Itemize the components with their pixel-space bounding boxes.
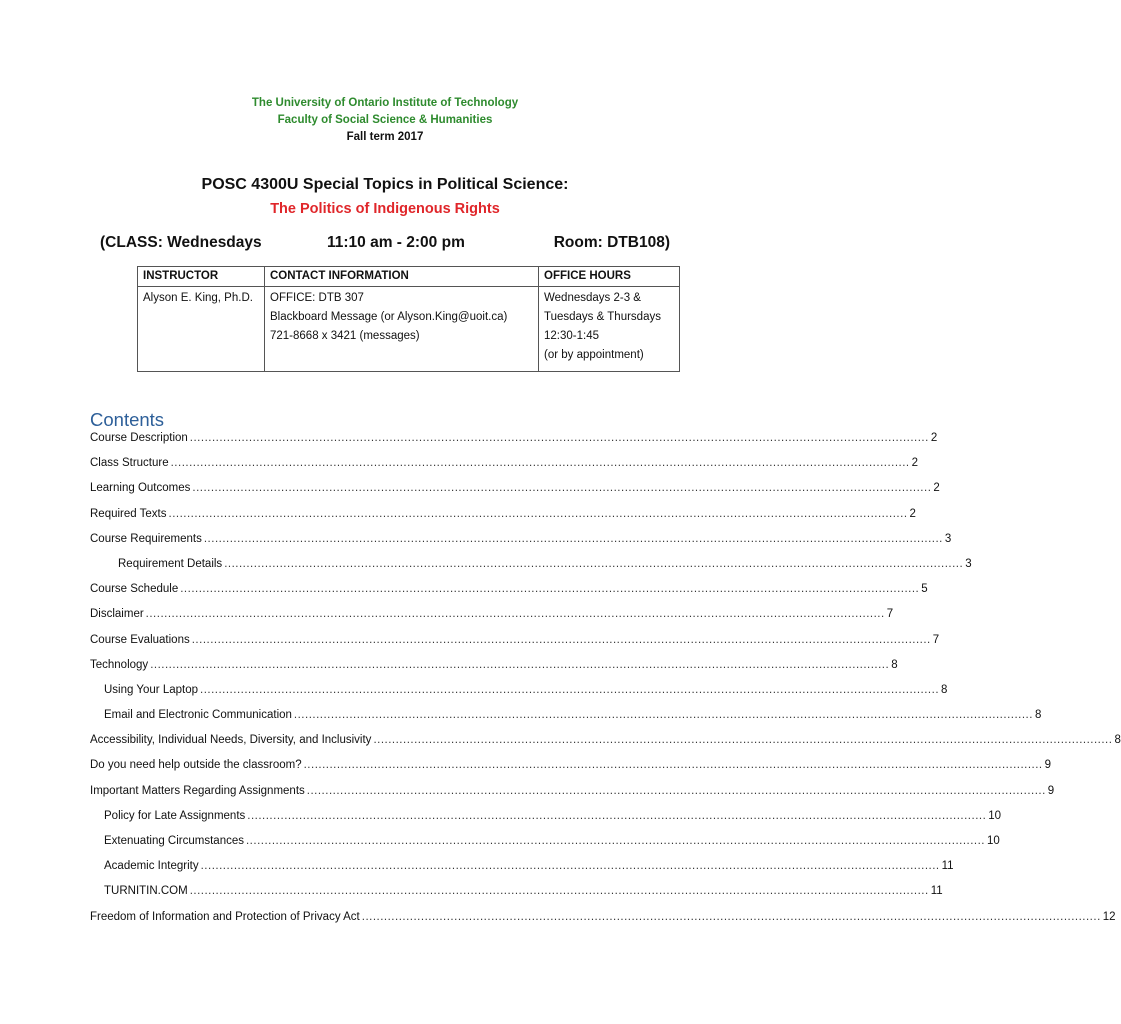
toc-entry[interactable] xyxy=(90,835,1000,860)
toc-entry-page[interactable]: 2 xyxy=(930,432,938,444)
toc-dot-leader: ........................................................................................................................................................................................................ xyxy=(150,658,890,671)
contact-column-header: CONTACT INFORMATION xyxy=(265,267,539,287)
toc-entry-page[interactable]: 9 xyxy=(1047,784,1055,797)
office-hours-cell xyxy=(539,287,680,372)
toc-dot-leader: ........................................................................................................................................................................................................ xyxy=(170,457,910,470)
toc-entry-label[interactable]: Class Structure xyxy=(90,457,169,470)
toc-entry-label[interactable]: Important Matters Regarding Assignments xyxy=(90,784,305,797)
toc-entry-label[interactable]: TURNITIN.COM xyxy=(104,885,188,898)
toc-dot-leader: ........................................................................................................................................................................................................ xyxy=(192,482,932,495)
class-schedule-row xyxy=(100,234,670,256)
instructor-column-header: INSTRUCTOR xyxy=(138,267,265,287)
toc-entry-page[interactable]: 2 xyxy=(911,457,919,470)
toc-entry-label[interactable]: Policy for Late Assignments xyxy=(104,809,246,822)
toc-entry[interactable] xyxy=(90,432,938,457)
toc-dot-leader: ........................................................................................................................................................................................................ xyxy=(203,532,943,545)
contact-phone: 721-8668 x 3421 (messages) xyxy=(270,330,420,342)
class-day: (CLASS: Wednesdays xyxy=(100,234,262,251)
instructor-info-table xyxy=(137,266,680,372)
toc-entry-page[interactable]: 11 xyxy=(941,860,954,873)
class-time: 11:10 am - 2:00 pm xyxy=(327,234,465,251)
toc-entry[interactable] xyxy=(90,910,1116,936)
office-hours-column-header: OFFICE HOURS xyxy=(539,267,680,287)
office-hours-line: Wednesdays 2-3 & xyxy=(544,292,641,304)
toc-entry-label[interactable]: Disclaimer xyxy=(90,608,144,621)
contact-cell xyxy=(265,287,539,372)
toc-entry-label[interactable]: Academic Integrity xyxy=(104,860,199,873)
toc-dot-leader: ........................................................................................................................................................................................................ xyxy=(191,633,931,646)
toc-entry-page[interactable]: 8 xyxy=(941,683,948,696)
toc-entry-label[interactable]: Email and Electronic Communication xyxy=(104,709,292,722)
office-hours-line: Tuesdays & Thursdays xyxy=(544,311,661,323)
toc-entry-page[interactable]: 10 xyxy=(987,835,1000,847)
course-subtitle: The Politics of Indigenous Rights xyxy=(270,201,500,217)
toc-entry-label[interactable]: Course Evaluations xyxy=(90,633,190,646)
toc-dot-leader: ........................................................................................................................................................................................................ xyxy=(200,860,940,873)
toc-entry[interactable] xyxy=(90,482,940,507)
toc-entry[interactable] xyxy=(90,557,972,583)
toc-dot-leader: ........................................................................................................................................................................................................ xyxy=(180,583,920,596)
toc-dot-leader: ........................................................................................................................................................................................................ xyxy=(200,683,940,696)
toc-entry-page[interactable]: 10 xyxy=(988,809,1002,822)
toc-entry-page[interactable]: 12 xyxy=(1102,910,1116,923)
info-table-row xyxy=(138,287,680,372)
toc-entry[interactable] xyxy=(90,583,928,608)
toc-entry[interactable] xyxy=(90,860,954,885)
toc-entry[interactable] xyxy=(90,809,1002,835)
info-table-header-row xyxy=(138,267,680,287)
toc-dot-leader: ........................................................................................................................................................................................................ xyxy=(224,557,964,570)
toc-entry-label[interactable]: Course Schedule xyxy=(90,583,179,596)
table-of-contents xyxy=(90,432,1121,936)
toc-entry-label[interactable]: Technology xyxy=(90,658,149,671)
toc-entry[interactable] xyxy=(90,507,916,533)
course-title: POSC 4300U Special Topics in Political Science: xyxy=(201,176,569,193)
instructor-name-cell xyxy=(138,287,265,372)
toc-entry-label[interactable]: Course Requirements xyxy=(90,532,202,545)
toc-entry-label[interactable]: Requirement Details xyxy=(118,557,223,570)
toc-entry[interactable] xyxy=(90,683,948,709)
toc-entry[interactable] xyxy=(90,885,943,910)
toc-entry[interactable] xyxy=(90,709,1042,734)
toc-entry-page[interactable]: 5 xyxy=(921,583,928,596)
class-room: Room: DTB108) xyxy=(553,234,670,251)
toc-entry-page[interactable]: 8 xyxy=(1114,734,1121,747)
toc-entry[interactable] xyxy=(90,759,1052,784)
toc-dot-leader: ........................................................................................................................................................................................................ xyxy=(145,608,885,621)
toc-entry-page[interactable]: 8 xyxy=(891,658,898,671)
toc-entry-page[interactable]: 2 xyxy=(933,482,940,495)
toc-dot-leader: ........................................................................................................................................................................................................ xyxy=(245,835,985,847)
toc-entry-page[interactable]: 11 xyxy=(930,885,943,898)
toc-dot-leader: ........................................................................................................................................................................................................ xyxy=(189,885,929,898)
toc-entry-label[interactable]: Accessibility, Individual Needs, Diversity, and Inclusivity xyxy=(90,734,372,747)
toc-dot-leader: ........................................................................................................................................................................................................ xyxy=(306,784,1046,797)
toc-entry-label[interactable]: Freedom of Information and Protection of Privacy Act xyxy=(90,910,360,923)
toc-dot-leader: ........................................................................................................................................................................................................ xyxy=(189,432,929,444)
toc-entry-label[interactable]: Course Description xyxy=(90,432,188,444)
document-header xyxy=(0,95,770,146)
university-name: The University of Ontario Institute of Technology xyxy=(251,97,519,109)
term-label: Fall term 2017 xyxy=(346,131,424,143)
toc-entry-label[interactable]: Required Texts xyxy=(90,507,167,520)
contact-blackboard: Blackboard Message (or Alyson.King@uoit.ca) xyxy=(270,311,508,323)
toc-entry[interactable] xyxy=(90,633,940,659)
toc-entry-label[interactable]: Using Your Laptop xyxy=(104,683,198,696)
toc-entry[interactable] xyxy=(90,532,952,558)
toc-entry-page[interactable]: 2 xyxy=(909,507,916,520)
instructor-name: Alyson E. King, Ph.D. xyxy=(143,292,253,304)
contents-heading: Contents xyxy=(90,409,165,430)
toc-entry-label[interactable]: Learning Outcomes xyxy=(90,482,191,495)
toc-entry-page[interactable]: 8 xyxy=(1034,709,1042,722)
toc-dot-leader: ........................................................................................................................................................................................................ xyxy=(168,507,908,520)
toc-entry-page[interactable]: 3 xyxy=(944,532,952,545)
toc-entry-page[interactable]: 7 xyxy=(932,633,940,646)
toc-entry-page[interactable]: 7 xyxy=(886,608,894,621)
toc-dot-leader: ........................................................................................................................................................................................................ xyxy=(361,910,1101,923)
faculty-name: Faculty of Social Science & Humanities xyxy=(277,114,493,126)
office-hours-line: 12:30-1:45 xyxy=(544,330,599,342)
toc-entry[interactable] xyxy=(90,457,919,482)
contact-office: OFFICE: DTB 307 xyxy=(270,292,364,304)
toc-dot-leader: ........................................................................................................................................................................................................ xyxy=(373,734,1113,747)
toc-entry-label[interactable]: Do you need help outside the classroom? xyxy=(90,759,302,772)
toc-entry-page[interactable]: 3 xyxy=(965,557,972,570)
toc-entry-label[interactable]: Extenuating Circumstances xyxy=(104,835,244,847)
toc-dot-leader: ........................................................................................................................................................................................................ xyxy=(247,809,987,822)
office-hours-line: (or by appointment) xyxy=(544,349,644,361)
toc-entry-page[interactable]: 9 xyxy=(1044,759,1052,772)
toc-dot-leader: ........................................................................................................................................................................................................ xyxy=(303,759,1043,772)
toc-entry[interactable] xyxy=(90,608,894,633)
toc-entry[interactable] xyxy=(90,658,898,684)
toc-dot-leader: ........................................................................................................................................................................................................ xyxy=(293,709,1033,722)
toc-entry[interactable] xyxy=(90,734,1121,759)
toc-entry[interactable] xyxy=(90,784,1055,810)
